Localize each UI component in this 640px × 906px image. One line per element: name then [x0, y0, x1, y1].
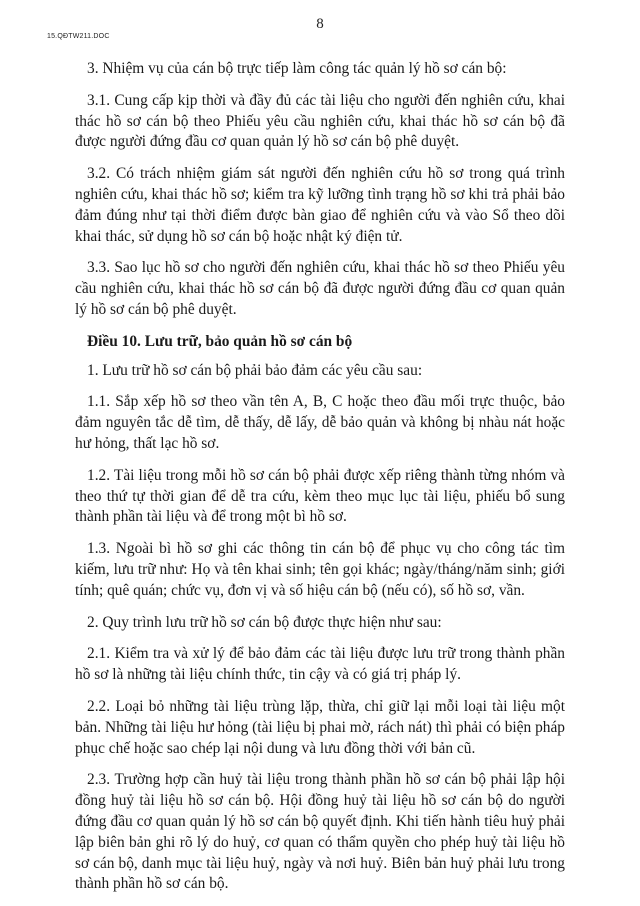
paragraph-1: 1. Lưu trữ hồ sơ cán bộ phải bảo đảm các yêu cầu sau: — [87, 361, 423, 379]
paragraph-1-3: 1.3. Ngoài bì hồ sơ ghi các thông tin cán bộ để phục vụ cho công tác tìm kiếm, lưu trữ như: Họ và tên khai sinh; tên gọi khác; ngày/tháng/năm sinh; giới tính; quê quán; chức vụ, đơn vị và số hiệu cán bộ (nếu có), số hồ sơ, vần. — [75, 540, 565, 599]
paragraph-1-2: 1.2. Tài liệu trong mỗi hồ sơ cán bộ phải được xếp riêng thành từng nhóm và theo thứ tự thời gian để dễ tra cứu, kèm theo mục lục tài liệu, phiếu bổ sung thành phần tài liệu và để trong một bì hồ sơ. — [75, 466, 565, 526]
paragraph-3-3: 3.3. Sao lục hồ sơ cho người đến nghiên cứu, khai thác hồ sơ theo Phiếu yêu cầu nghiên cứu, khai thác hồ sơ cán bộ đã được người đứng đầu cơ quan quản lý hồ sơ cán bộ phê duyệt. — [75, 259, 565, 318]
paragraph-3: 3. Nhiệm vụ của cán bộ trực tiếp làm công tác quản lý hồ sơ cán bộ: — [87, 60, 507, 77]
page-number: 8 — [316, 16, 324, 32]
paragraph-2-2: 2.2. Loại bỏ những tài liệu trùng lặp, thừa, chỉ giữ lại mỗi loại tài liệu một bản. Những tài liệu hư hỏng (tài liệu bị phai mờ, rách nát) thì phải có biện pháp phục chế hoặc sao chép lại nội dung và lưu đồng thời với bản cũ. — [75, 697, 565, 757]
paragraph-2-3: 2.3. Trường hợp cần huỷ tài liệu trong thành phần hồ sơ cán bộ phải lập hội đồng huỷ tài liệu hồ sơ cán bộ. Hội đồng huỷ tài liệu hồ sơ cán bộ do người đứng đầu cơ quan quản lý hồ sơ cán bộ quyết định. Khi tiến hành tiêu huỷ phải lập biên bản ghi rõ lý do huỷ, cơ quan có thẩm quyền cho phép huỷ tài liệu hồ sơ cán bộ, danh mục tài liệu huỷ, ngày và nơi huỷ. Biên bản huỷ phải lưu trong thành phần hồ sơ cán bộ. — [75, 771, 565, 893]
file-reference: 15.QĐTW211.DOC — [47, 33, 110, 40]
paragraph-3-2: 3.2. Có trách nhiệm giám sát người đến nghiên cứu hồ sơ trong quá trình nghiên cứu, khai thác hồ sơ; kiểm tra kỹ lưỡng tình trạng hồ sơ khi trả phải bảo đảm đúng như tại thời điểm được bàn giao để nghiên cứu và vào Sổ theo dõi khai thác, sử dụng hồ sơ cán bộ hoặc nhật ký điện tử. — [75, 165, 565, 245]
paragraph-1-1: 1.1. Sắp xếp hồ sơ theo vần tên A, B, C hoặc theo đầu mối trực thuộc, bảo đảm nguyên tắc dễ tìm, dễ thấy, dễ lấy, dễ bảo quản và không bị nhàu nát hoặc hư hỏng, thất lạc hồ sơ. — [75, 393, 565, 452]
paragraph-3-1: 3.1. Cung cấp kịp thời và đầy đủ các tài liệu cho người đến nghiên cứu, khai thác hồ sơ cán bộ theo Phiếu yêu cầu nghiên cứu, khai thác hồ sơ cán bộ đã được người đứng đầu cơ quan quản lý hồ sơ cán bộ phê duyệt. — [75, 91, 565, 151]
paragraph-2-1: 2.1. Kiểm tra và xử lý để bảo đảm các tài liệu được lưu trữ trong thành phần hồ sơ là những tài liệu chính thức, tin cậy và có giá trị pháp lý. — [75, 645, 565, 684]
document-body — [75, 59, 565, 906]
article-10-heading: Điều 10. Lưu trữ, bảo quản hồ sơ cán bộ — [87, 332, 353, 350]
paragraph-2: 2. Quy trình lưu trữ hồ sơ cán bộ được thực hiện như sau: — [87, 613, 442, 631]
